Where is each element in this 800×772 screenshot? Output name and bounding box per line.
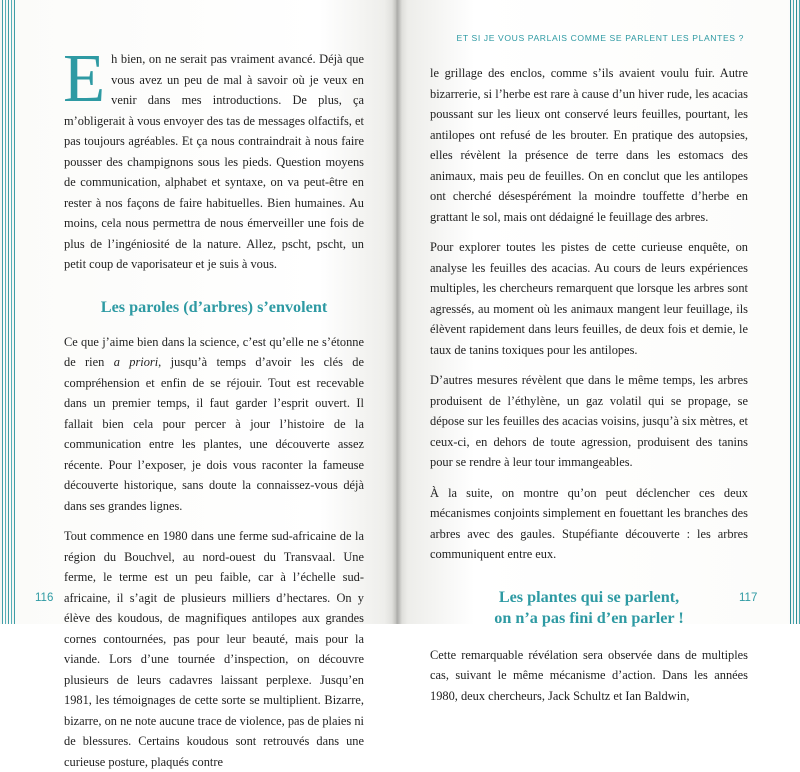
right-paragraph-5: Cette remarquable révélation sera observée dans de multiples cas, suivant le même mécanisme d’action. Dans les années 1980, deux chercheurs, Jack Schultz et Ian Baldwin, bbox=[430, 647, 748, 703]
italic-a-priori: a priori bbox=[113, 355, 159, 369]
right-paragraph-1: le grillage des enclos, comme s’ils avaient voulu fuir. Autre bizarrerie, si l’herbe est rare à cause d’un hiver rude, les acacias poussant sur les lieux ont conservé leurs feuilles, pourtant, les antilopes ont refusé de les brouter. En pratique des autopsies, elles révèlent la présence de terre dans les estomacs des animaux, mais peu de feuilles. On en conclut que les antilopes ont cherché désespérément la moindre touffette d’herbe en grattant le sol, mais ont dédaigné le feuillage des arbres. bbox=[430, 66, 748, 224]
left-paragraph-1-text-a: Ce que j’aime bien dans la science, c’est qu’elle ne s’étonne de rien bbox=[64, 334, 364, 369]
left-paragraph-2: Tout commence en 1980 dans une ferme sud-africaine de la région du Bouchvel, au nord-ouest du Transvaal. Une ferme, le terme est un peu faible, car à l’échelle sud-africaine, il s’agit de plusieurs milliers d’hectares. On y élève des koudous, de magnifiques antilopes aux grandes cornes contournées, pas pour leur beauté, mais pour la viande. Lors d’une tournée d’inspection, on découvre plusieurs de leurs cadavres laissant perplexe. Jusqu’en 1981, les témoignages de cette sorte se multiplient. Bizarre, bizarre, on ne note aucune trace de violence, pas de plaies ni de blessures. Certains koudous sont retrouvés dans une curieuse posture, plaqués contre bbox=[64, 529, 364, 769]
section-heading-right-line-1: Les plantes qui se parlent, bbox=[498, 587, 680, 606]
right-paragraph-4: À la suite, on montre qu’on peut déclencher ces deux mécanismes conjoints simplement en fouettant les branches des arbres avec des gaules. Stupéfiante découverte : les arbres communiquent entre eux. bbox=[430, 485, 748, 561]
right-paragraph-3: D’autres mesures révèlent que dans le même temps, les arbres produisent de l’éthylène, un gaz volatil qui se propage, se dépose sur les feuilles des acacias voisins, jusqu’à six mètres, et ceux-ci, en dehors de toute agression, produisent des tanins pour se rendre à leur tour immangeables. bbox=[430, 373, 748, 469]
page-edges-left bbox=[0, 0, 16, 624]
book-gutter bbox=[392, 0, 402, 624]
page-number-left: 116 bbox=[35, 592, 54, 604]
page-edges-right bbox=[788, 0, 800, 624]
section-heading-right-line-2: on n’a pas fini d’en parler ! bbox=[494, 608, 684, 627]
left-text-column bbox=[63, 40, 365, 772]
right-text-column bbox=[430, 63, 748, 706]
section-heading-right bbox=[430, 587, 748, 629]
drop-cap: E bbox=[63, 40, 106, 116]
intro-text: h bien, on ne serait pas vraiment avancé. Déjà que vous avez un peu de mal à savoir où je veux en venir dans mes introductions. De plus, ça m’obligerait à vous envoyer des tas de messages olfactifs, et pas toujours agréables. Et ça nous contraindrait à nous faire pousser des champignons sous les pieds. Question moyens de communication, alphabet et syntaxe, on va peut-être en rester à nos façons de faire habituelles. Bien humaines. Au moins, cela nous permettra de nous émerveiller une fois de plus de l’ingéniosité de la nature. Allez, pscht, pscht, un petit coup de vaporisateur et je suis à vous. bbox=[64, 52, 364, 271]
right-paragraph-2: Pour explorer toutes les pistes de cette curieuse enquête, on analyse les feuilles des acacias. Au cours de leurs expériences multiples, les chercheurs remarquent que lorsque les arbres sont agressés, au moment où les animaux mangent leur feuillage, ils élèvent rapidement dans leurs feuilles, de deux fois et demie, le taux de tanins toxiques pour les antilopes. bbox=[430, 240, 748, 357]
left-paragraph-1 bbox=[64, 332, 364, 517]
left-paragraph-1-text-b: , jusqu’à temps d’avoir les clés de compréhension et enfin de se réjouir. Tout est recevable dans un premier temps, il faut garder l’esprit ouvert. Il fallait bien cela pour percer à jour l’histoire de la communication entre les plantes, une découverte assez récente. Pour l’exposer, je dois vous raconter la fameuse découverte historique, sans doute la connaissez-vous déjà dans ses grandes lignes. bbox=[64, 355, 365, 513]
page-number-right: 117 bbox=[739, 592, 758, 604]
section-heading-left: Les paroles (d’arbres) s’envolent bbox=[100, 297, 328, 316]
intro-paragraph bbox=[63, 40, 364, 275]
running-head: ET SI JE VOUS PARLAIS COMME SE PARLENT LES PLANTES ? bbox=[456, 33, 744, 43]
